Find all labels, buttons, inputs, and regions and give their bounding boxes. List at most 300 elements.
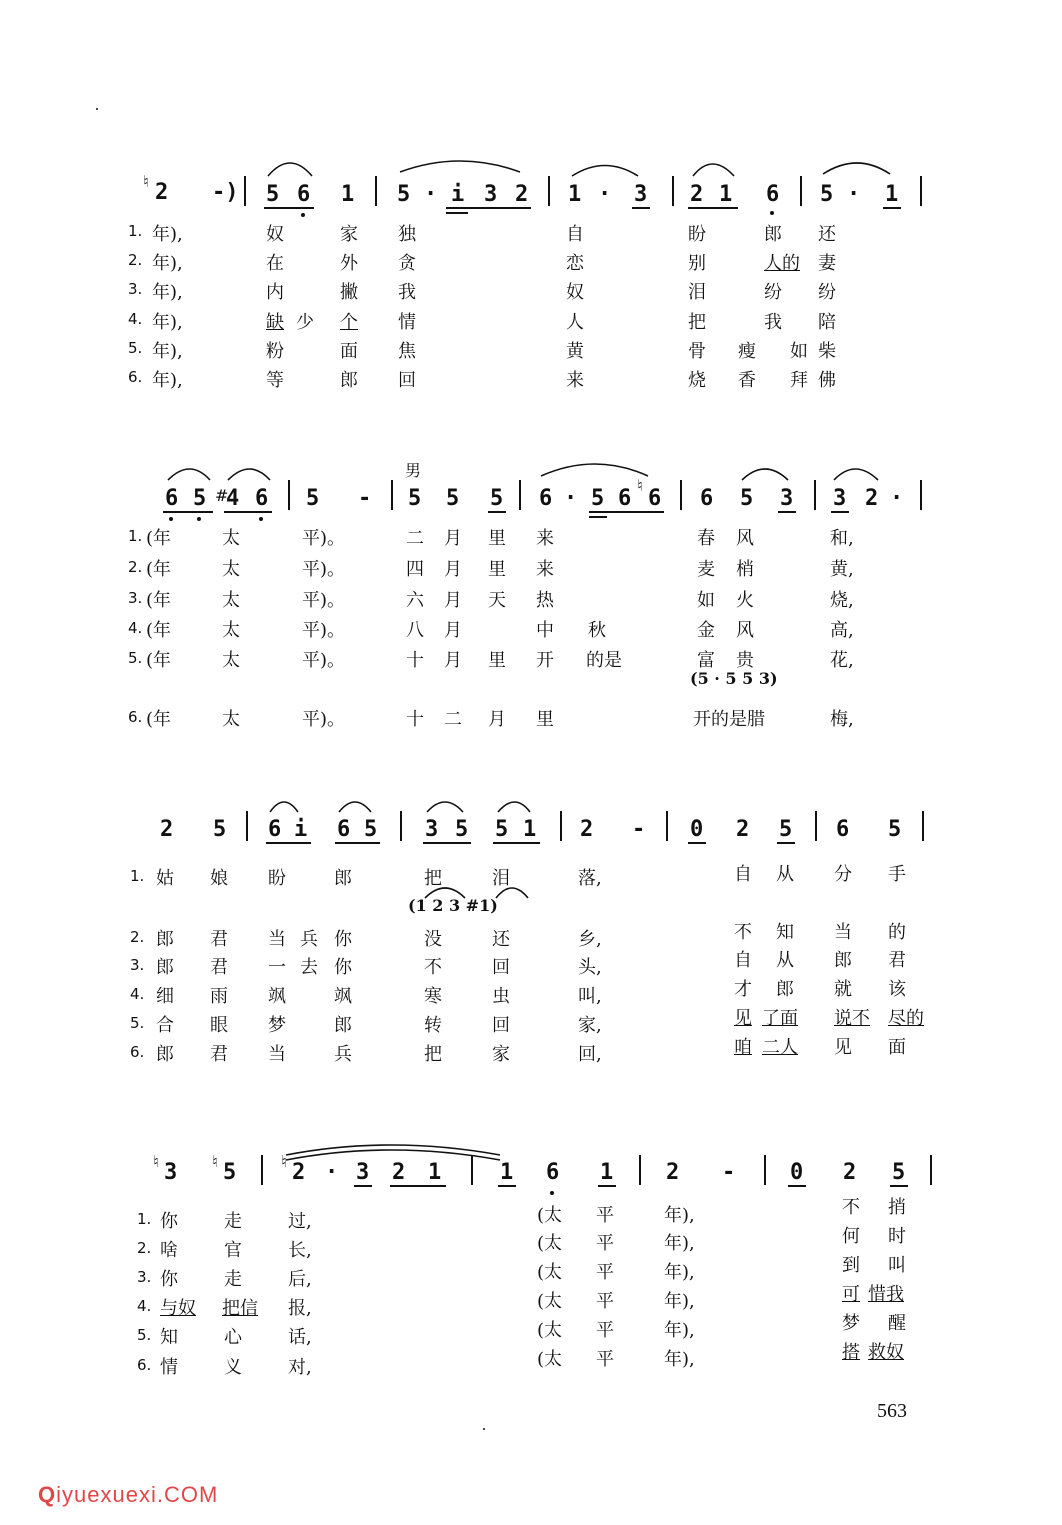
note: 2 [515,182,529,207]
lyric: 情 [160,1357,178,1378]
verse-number: 3. [128,280,143,298]
underline [598,1185,616,1187]
verse-number: 1. [128,222,143,240]
lyric: 家 [340,224,358,245]
lyric: 年), [664,1233,695,1254]
verse-number: 4. [137,1297,152,1315]
lyric: 外 [340,253,358,274]
verse-number: 6. [128,368,143,386]
lyric: 开 [536,650,554,671]
underline [831,511,849,513]
watermark-text: iyuexuexi.COM [56,1482,219,1507]
dot-note: · [598,182,612,207]
lyric: 了面 [762,1008,798,1029]
lyric: 家, [578,1015,602,1036]
lyric: 与奴 [160,1298,196,1319]
barline [519,480,521,510]
barline [471,1155,473,1185]
verse-number: 4. [128,310,143,328]
underline [777,842,795,844]
underline [883,207,901,209]
barline [548,176,550,206]
lyric: 才 [734,979,752,1000]
lyric: 还 [492,929,510,950]
note: i [294,817,308,842]
lyric: 缺 [266,312,284,333]
lyric: 郎 [776,979,794,1000]
underline [778,511,796,513]
lyric: 搭 [842,1342,860,1363]
dot-note: · [325,1160,339,1185]
lyric: (太 [537,1262,563,1283]
lyric: 不 [734,922,752,943]
lyric: 兵 [334,1044,352,1065]
lyric: 面 [340,341,358,362]
note: 1 [719,182,733,207]
note: 1 [341,182,355,207]
note: 1 [428,1160,442,1185]
lyric: 月 [444,590,462,611]
lyric: 风 [736,528,754,549]
lyric: 泪 [492,868,510,889]
lyric: 太 [222,620,240,641]
lyric: (太 [537,1233,563,1254]
note: 6 [255,486,269,511]
lyric: 里 [488,528,506,549]
lyric: 十 [406,709,424,730]
lyric: 该 [888,979,906,1000]
lyric: 郎 [764,224,782,245]
lyric: 没 [424,929,442,950]
lyric: 开的是腊 [693,709,765,730]
underline [589,511,664,513]
lyric: 你 [160,1269,178,1290]
note: 5 [779,817,793,842]
barline [920,480,922,510]
lyric: 面 [888,1037,906,1058]
lyric: 年), [664,1349,695,1370]
watermark [38,1482,218,1508]
lyric: 月 [444,650,462,671]
lyric: 妻 [818,253,836,274]
lyric: 把 [424,868,442,889]
lyric: 去 [300,957,318,978]
lyric: 独 [398,224,416,245]
lyric: 内 [266,282,284,303]
lyric: 郎 [334,1015,352,1036]
lyric: 平 [596,1320,614,1341]
note: 5 [408,486,422,511]
grace-mark: ♮ [281,1152,287,1171]
lyric: 回, [578,1044,602,1065]
watermark-logo-letter: Q [38,1482,57,1507]
lyric: 黄, [830,559,854,580]
note: 5 [266,182,280,207]
lyric: 走 [224,1269,242,1290]
lyric: 细 [156,986,174,1007]
barline [920,176,922,206]
lyric: 救奴 [868,1342,904,1363]
lyric: 和, [830,528,854,549]
lyric: 月 [488,709,506,730]
lyric: 四 [406,559,424,580]
lyric: 回 [398,370,416,391]
lyric: 等 [266,370,284,391]
note: 5 [892,1160,906,1185]
lyric: 瘦 [738,341,756,362]
lyric: 心 [224,1327,242,1348]
lyric: 君 [210,929,228,950]
lyric: 里 [488,559,506,580]
page-number: 563 [877,1400,907,1422]
lyric: 知 [776,922,794,943]
lyric: 如 [697,590,715,611]
lyric: 月 [444,528,462,549]
lyric: 官 [224,1240,242,1261]
lyric: (年 [146,590,172,611]
lyric: 人的 [764,253,800,274]
note: 5 [306,486,320,511]
lyric: 郎 [834,950,852,971]
underline [163,511,213,513]
lyric: 我 [398,282,416,303]
lyric: 不 [424,957,442,978]
lyric: 知 [160,1327,178,1348]
grace-mark: ♮ [212,1152,218,1171]
lyric: 如 [790,341,808,362]
lyric: 撇 [340,282,358,303]
note: 6 [700,486,714,511]
lyric: 平)。 [302,590,346,611]
low-dot [259,517,263,521]
note: 3 [484,182,498,207]
lyric: 寒 [424,986,442,1007]
barline [288,480,290,510]
lyric: 醒 [888,1313,906,1334]
lyric: 叫, [578,986,602,1007]
note: 1 [568,182,582,207]
lyric: 落, [578,868,602,889]
barline [930,1155,932,1185]
lyric: 你 [334,929,352,950]
lyric: 焦 [398,341,416,362]
lyric: 你 [334,957,352,978]
lyric: 佛 [818,370,836,391]
note: 5 [213,817,227,842]
underline [266,842,311,844]
low-dot [197,517,201,521]
note: 6 [648,486,662,511]
note: 6 [539,486,553,511]
lyric: 年), [664,1291,695,1312]
verse-number: 5. [128,339,143,357]
lyric: 平 [596,1291,614,1312]
lyric: 君 [210,1044,228,1065]
lyric: 郎 [334,868,352,889]
note: 1 [500,1160,514,1185]
lyric: 我 [764,312,782,333]
lyric: 自 [734,950,752,971]
barline [400,811,402,841]
verse-number: 3. [128,589,143,607]
lyric: 见 [734,1008,752,1029]
note: 3 [634,182,648,207]
underline [390,1185,446,1187]
lyric: 年), [152,312,183,333]
lyric: 梅, [830,709,854,730]
lyric: 奴 [266,224,284,245]
verse-number: 6. [128,708,143,726]
note: i [451,182,465,207]
dot-note: · [424,182,438,207]
lyric: 纷 [818,282,836,303]
verse-number: 6. [137,1356,152,1374]
lyric: 粉 [266,341,284,362]
low-dot [301,213,305,217]
scan-speck [483,1428,485,1430]
lyric: 泪 [688,282,706,303]
lyric: 平 [596,1233,614,1254]
lyric: 郎 [340,370,358,391]
lyric: 当 [268,1044,286,1065]
verse-number: 1. [130,867,145,885]
lyric: 转 [424,1015,442,1036]
lyric: 年), [152,282,183,303]
barline [246,811,248,841]
underline [498,1185,516,1187]
underline [493,842,540,844]
dot-note: · [847,182,861,207]
lyric: 贪 [398,253,416,274]
lyric: 兵 [300,929,318,950]
barline [391,480,393,510]
underline [488,511,506,513]
sharp-sign: # [215,486,229,505]
verse-number: 4. [128,619,143,637]
lyric: (太 [537,1291,563,1312]
lyric: 娘 [210,868,228,889]
lyric: 从 [776,950,794,971]
lyric: 可 [842,1284,860,1305]
note: 0 [690,817,704,842]
lyric: 香 [738,370,756,391]
lyric: (太 [537,1320,563,1341]
lyric: 平)。 [302,709,346,730]
lyric: 火 [736,590,754,611]
underline [688,842,706,844]
lyric: 飒 [268,986,286,1007]
lyric: 骨 [688,341,706,362]
grace-mark: ♮ [637,476,643,495]
note: 2 [292,1160,306,1185]
lyric: (太 [537,1349,563,1370]
dash: - [358,486,372,511]
lyric: (年 [146,559,172,580]
lyric: 把 [424,1044,442,1065]
lyric: 里 [536,709,554,730]
lyric: 月 [444,559,462,580]
verse-number: 4. [130,985,145,1003]
note: 3 [780,486,794,511]
note: 1 [600,1160,614,1185]
lyric: 烧 [688,370,706,391]
lyric: 里 [488,650,506,671]
lyric: 当 [268,929,286,950]
note: 1 [885,182,899,207]
lyric: 年), [664,1262,695,1283]
lyric: 少 [296,312,314,333]
barline [680,480,682,510]
lyric: 年), [152,224,183,245]
lyric: 高, [830,620,854,641]
lyric: 郎 [156,957,174,978]
lyric: 纷 [764,282,782,303]
scan-speck [96,108,98,110]
lyric: 太 [222,559,240,580]
lyric: 别 [688,253,706,274]
lyric: 太 [222,709,240,730]
note: 1 [523,817,537,842]
barline [666,811,668,841]
lyric: 太 [222,528,240,549]
barline [261,1155,263,1185]
lyric: 虫 [492,986,510,1007]
lyric: 义 [224,1357,242,1378]
lyric: 富 [697,650,715,671]
lyric: 月 [444,620,462,641]
lyric: 乡, [578,929,602,950]
note: 3 [833,486,847,511]
barline [560,811,562,841]
underline [446,212,468,214]
note: 3 [164,1160,178,1185]
lyric: 梦 [268,1015,286,1036]
lyric: 把 [688,312,706,333]
lyric: 走 [224,1211,242,1232]
lyric: 捎 [888,1197,906,1218]
underline [446,207,531,209]
lyric: 咱 [734,1037,752,1058]
underline [354,1185,372,1187]
barline [922,811,924,841]
lyric: 年), [664,1320,695,1341]
lyric: 平 [596,1205,614,1226]
verse-number: 3. [137,1268,152,1286]
lyric: 过, [288,1211,312,1232]
lyric: 秋 [588,620,606,641]
note: 5 [223,1160,237,1185]
lyric: 二人 [762,1037,798,1058]
lyric: 年), [152,370,183,391]
verse-number: 6. [130,1043,145,1061]
lyric: 平)。 [302,559,346,580]
lyric: 陪 [818,312,836,333]
lyric: 后, [288,1269,312,1290]
note: 6 [618,486,632,511]
lyric: 十 [406,650,424,671]
lyric: 家 [492,1044,510,1065]
lyric: 雨 [210,986,228,1007]
lyric: 尽的 [888,1008,924,1029]
lyric: 叫 [888,1255,906,1276]
verse-number: 3. [130,956,145,974]
lyric: 自 [566,224,584,245]
note: 2 [666,1160,680,1185]
lyric: 见 [834,1037,852,1058]
note: 2 [690,182,704,207]
note: 2 [160,817,174,842]
lyric: 平 [596,1349,614,1370]
male-part-label: 男 [405,461,422,480]
barline [672,176,674,206]
lyric: (年 [146,650,172,671]
lyric: 君 [210,957,228,978]
lyric: 烧, [830,590,854,611]
lyric: 当 [834,922,852,943]
verse-number: 5. [137,1326,152,1344]
underline [589,516,607,518]
lyric: (太 [537,1205,563,1226]
lyric: 就 [834,979,852,1000]
lyric: 惜我 [868,1284,904,1305]
barline [375,176,377,206]
dash: - [722,1160,736,1185]
lyric: 平)。 [302,620,346,641]
lyric: 还 [818,224,836,245]
note: 5 [888,817,902,842]
lyric: 梦 [842,1313,860,1334]
lyric: 自 [734,864,752,885]
lyric: 的 [888,922,906,943]
lyric: 恋 [566,253,584,274]
note: 6 [836,817,850,842]
note: 6 [546,1160,560,1185]
lyric: 天 [488,590,506,611]
note: 5 [820,182,834,207]
lyric: 拜 [790,370,808,391]
lyric: 热 [536,590,554,611]
lyric: 年), [152,253,183,274]
note: 5 [591,486,605,511]
dot-note: · [564,486,578,511]
lyric: 奴 [566,282,584,303]
lyric: 分 [834,864,852,885]
barline [244,176,246,206]
lyric: 回 [492,957,510,978]
note: 5 [495,817,509,842]
lyric: 花, [830,650,854,671]
lyric: 对, [288,1357,312,1378]
variant-notation: (5 · 5 5 3) [690,669,778,688]
lyric: 太 [222,650,240,671]
lyric: 不 [842,1197,860,1218]
variant-notation: (1 2 3 #1) [408,896,498,915]
note: 5 [740,486,754,511]
lyric: 盼 [268,868,286,889]
note: 3 [425,817,439,842]
lyric: 姑 [156,868,174,889]
note: 6 [297,182,311,207]
lyric: 何 [842,1226,860,1247]
low-dot [169,517,173,521]
note: 6 [766,182,780,207]
lyric: 回 [492,1015,510,1036]
lyric: 中 [536,620,554,641]
note: 3 [356,1160,370,1185]
lyric: 你 [160,1211,178,1232]
note: 2 [736,817,750,842]
dash: -) [212,180,239,205]
